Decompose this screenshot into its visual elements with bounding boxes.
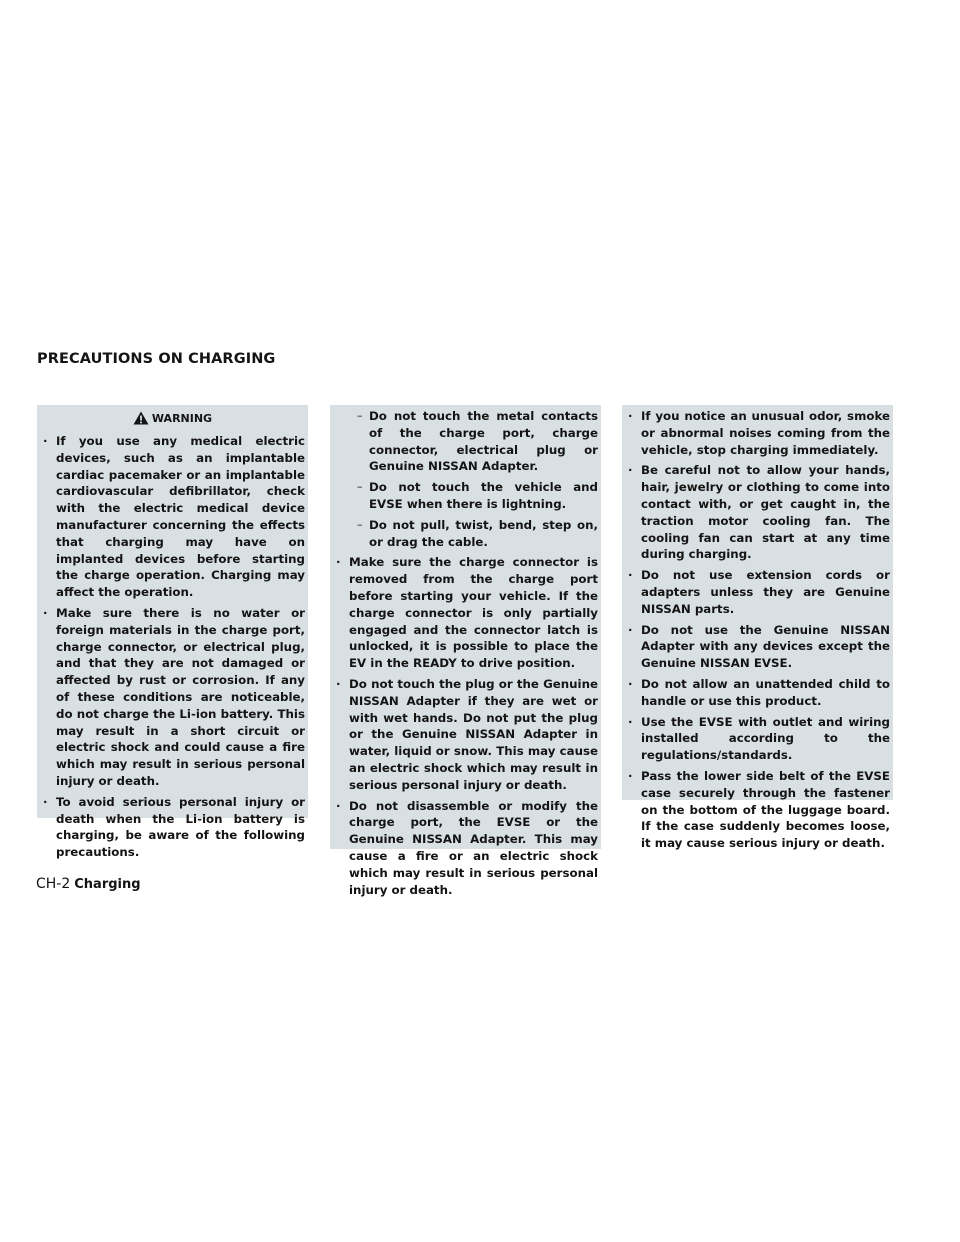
warning-label: WARNING bbox=[151, 411, 213, 425]
list-item-text: If you notice an unusual odor, smoke or abnormal noises coming from the vehicle, stop charging immediately. bbox=[641, 409, 890, 457]
list-item-text: Do not disassemble or modify the charge port, the EVSE or the Genuine NISSAN Adapter. This may cause a fire or an electric shock which may result in serious personal injury or death. bbox=[349, 798, 598, 897]
list-item: · Pass the lower side belt of the EVSE case securely through the fastener on the bottom of the luggage board. If the case suddenly becomes loose, it may cause serious injury or death. bbox=[625, 768, 890, 852]
list-item-text: Be careful not to allow your hands, hair, jewelry or clothing to come into contact with, or get caught in, the traction motor cooling fan. The cooling fan can start at any time during charging. bbox=[641, 463, 890, 562]
list-item: · Do not allow an unattended child to handle or use this product. bbox=[625, 676, 890, 710]
chapter-title: Charging bbox=[74, 877, 141, 892]
list-item: · Use the EVSE with outlet and wiring installed according to the regulations/standards. bbox=[625, 714, 890, 764]
list-item-text: Do not use the Genuine NISSAN Adapter with any devices except the Genuine NISSAN EVSE. bbox=[641, 622, 890, 671]
sub-list-item-text: Do not pull, twist, bend, step on, or drag the cable. bbox=[369, 517, 598, 549]
sub-list-item: – Do not touch the metal contacts of the charge port, charge connector, electrical plug or Genuine NISSAN Adapter. bbox=[333, 408, 598, 475]
sub-list-item-text: Do not touch the vehicle and EVSE when there is lightning. bbox=[369, 480, 598, 511]
list-item-text: Do not touch the plug or the Genuine NISSAN Adapter if they are wet or with wet hands. Do not put the plug or the Genuine NISSAN Adapter in water, liquid or snow. This may cause an electric shock which may result in serious personal injury or death. bbox=[349, 676, 598, 792]
warning-list bbox=[333, 554, 598, 898]
list-item: · If you use any medical electric devices, such as an implantable cardiac pacemaker or an implantable cardiovascular defibrillator, check with the electric medical device manufacturer concerning the effects that charging may have on implanted devices before starting the charge operation. Charging may affect the operation. bbox=[40, 433, 305, 601]
list-item-text: If you use any medical electric devices, such as an implantable cardiac pacemaker or an implantable cardiovascular defibrillator, check with the electric medical device manufacturer concerning the effects that charging may have on implanted devices before starting the charge operation. Charging may affect the operation. bbox=[56, 434, 305, 600]
list-item-text: Pass the lower side belt of the EVSE case securely through the fastener on the bottom of the luggage board. If the case suddenly becomes loose, it may cause serious injury or death. bbox=[641, 768, 890, 851]
list-item: · Make sure there is no water or foreign materials in the charge port, charge connector, or electrical plug, and that they are not damaged or affected by rust or corrosion. If any of these conditions are noticeable, do not charge the Li-ion battery. This may result in a short circuit or electric shock and could cause a fire which may result in serious personal injury or death. bbox=[40, 605, 305, 790]
list-item-text: Make sure the charge connector is removed from the charge port before starting your vehicle. If the charge connector is only partially engaged and the connector latch is unlocked, it is possible to place the EV in the READY to drive position. bbox=[349, 555, 598, 671]
list-item: · Do not disassemble or modify the charge port, the EVSE or the Genuine NISSAN Adapter. This may cause a fire or an electric shock which may result in serious personal injury or death. bbox=[333, 798, 598, 899]
warning-panel-column-3 bbox=[622, 405, 893, 851]
list-item-text: Make sure there is no water or foreign materials in the charge port, charge connector, or electrical plug, and that they are not damaged or affected by rust or corrosion. If any of these conditions are noticeable, do not charge the Li-ion battery. This may result in a short circuit or electric shock and could cause a fire which may result in serious personal injury or death. bbox=[56, 605, 305, 788]
warning-list bbox=[625, 408, 890, 852]
list-item: · Do not use extension cords or adapters unless they are Genuine NISSAN parts. bbox=[625, 567, 890, 617]
list-item: · Make sure the charge connector is removed from the charge port before starting your vehicle. If the charge connector is only partially engaged and the connector latch is unlocked, it is possible to place the EV in the READY to drive position. bbox=[333, 554, 598, 672]
sub-list-item: – Do not pull, twist, bend, step on, or drag the cable. bbox=[333, 517, 598, 551]
warning-sublist bbox=[333, 408, 598, 550]
warning-header bbox=[40, 411, 305, 425]
page-number: CH-2 bbox=[36, 876, 71, 892]
list-item: · Do not use the Genuine NISSAN Adapter with any devices except the Genuine NISSAN EVSE. bbox=[625, 622, 890, 672]
list-item-text: Do not use extension cords or adapters unless they are Genuine NISSAN parts. bbox=[641, 568, 890, 616]
warning-panel-column-2 bbox=[330, 405, 601, 897]
warning-list bbox=[40, 433, 305, 861]
sub-list-item: – Do not touch the vehicle and EVSE when there is lightning. bbox=[333, 479, 598, 513]
list-item: · If you notice an unusual odor, smoke or abnormal noises coming from the vehicle, stop charging immediately. bbox=[625, 408, 890, 458]
warning-panel-column-1 bbox=[37, 405, 308, 860]
list-item-text: Use the EVSE with outlet and wiring installed according to the regulations/standards. bbox=[641, 714, 890, 763]
page-footer bbox=[36, 876, 141, 892]
list-item: · To avoid serious personal injury or death when the Li-ion battery is charging, be aware of the following precautions. bbox=[40, 794, 305, 861]
section-title: PRECAUTIONS ON CHARGING bbox=[37, 351, 276, 367]
list-item: · Do not touch the plug or the Genuine NISSAN Adapter if they are wet or with wet hands. Do not put the plug or the Genuine NISSAN Adapter in water, liquid or snow. This may cause an electric shock which may result in serious personal injury or death. bbox=[333, 676, 598, 794]
sub-list-item-text: Do not touch the metal contacts of the charge port, charge connector, electrical plug or Genuine NISSAN Adapter. bbox=[369, 409, 598, 474]
list-item: · Be careful not to allow your hands, hair, jewelry or clothing to come into contact with, or get caught in, the traction motor cooling fan. The cooling fan can start at any time during charging. bbox=[625, 462, 890, 563]
list-item-text: Do not allow an unattended child to handle or use this product. bbox=[641, 676, 890, 708]
warning-triangle-icon bbox=[133, 411, 149, 425]
list-item-text: To avoid serious personal injury or death when the Li-ion battery is charging, be aware of the following precautions. bbox=[56, 794, 305, 860]
